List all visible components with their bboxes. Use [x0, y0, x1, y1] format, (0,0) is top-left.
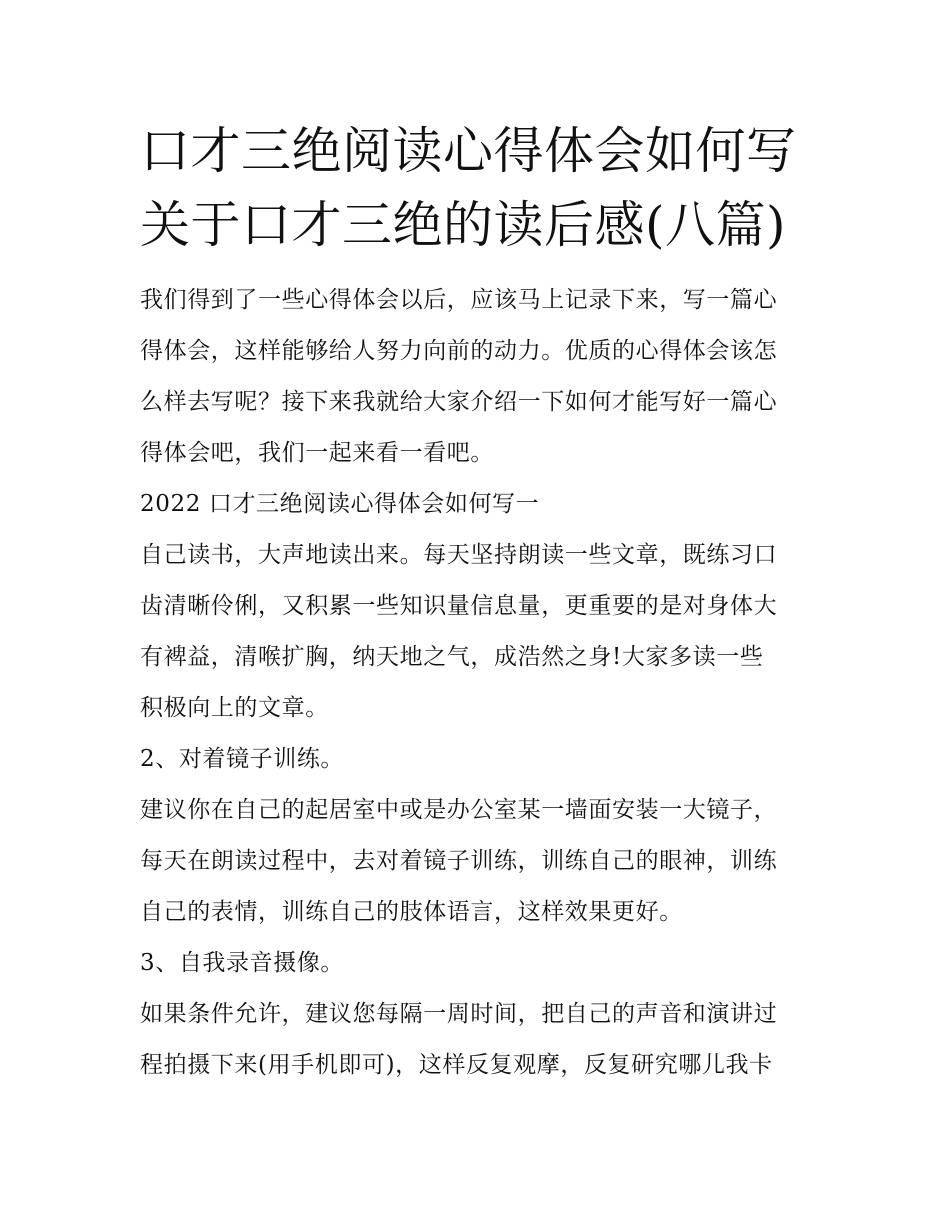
text-line: 如果条件允许，建议您每隔一周时间，把自己的声音和演讲过	[140, 1001, 778, 1027]
body-paragraph	[140, 989, 820, 1091]
document-title	[140, 114, 840, 262]
text-line: 2、对着镜子训练。	[140, 746, 345, 772]
text-line: 2022 口才三绝阅读心得体会如何写一	[140, 491, 540, 517]
text-line: 每天在朗读过程中，去对着镜子训练，训练自己的眼神，训练	[140, 848, 778, 874]
text-line: 得体会，这样能够给人努力向前的动力。优质的心得体会该怎	[140, 338, 778, 364]
list-heading-3	[140, 938, 820, 989]
title-line-2: 关于口才三绝的读后感(八篇)	[140, 196, 787, 254]
text-line: 积极向上的文章。	[140, 695, 329, 721]
section-heading	[140, 479, 820, 530]
text-line: 建议你在自己的起居室中或是办公室某一墙面安装一大镜子，	[140, 797, 778, 823]
text-line: 么样去写呢？接下来我就给大家介绍一下如何才能写好一篇心	[140, 389, 778, 415]
text-line: 自己的表情，训练自己的肢体语言，这样效果更好。	[140, 899, 683, 925]
text-line: 自己读书，大声地读出来。每天坚持朗读一些文章，既练习口	[140, 542, 778, 568]
body-paragraph	[140, 785, 820, 938]
text-line: 3、自我录音摄像。	[140, 950, 345, 976]
list-heading-2	[140, 734, 820, 785]
text-line: 我们得到了一些心得体会以后，应该马上记录下来，写一篇心	[140, 287, 778, 313]
body-paragraph	[140, 530, 820, 734]
text-line: 得体会吧，我们一起来看一看吧。	[140, 440, 494, 466]
text-line: 齿清晰伶俐，又积累一些知识量信息量，更重要的是对身体大	[140, 593, 778, 619]
title-line-1: 口才三绝阅读心得体会如何写	[140, 122, 797, 180]
text-line: 程拍摄下来(用手机即可)，这样反复观摩，反复研究哪儿我卡	[140, 1052, 773, 1078]
text-line: 有裨益，清喉扩胸，纳天地之气，成浩然之身!大家多读一些	[140, 644, 764, 670]
intro-paragraph	[140, 275, 820, 479]
